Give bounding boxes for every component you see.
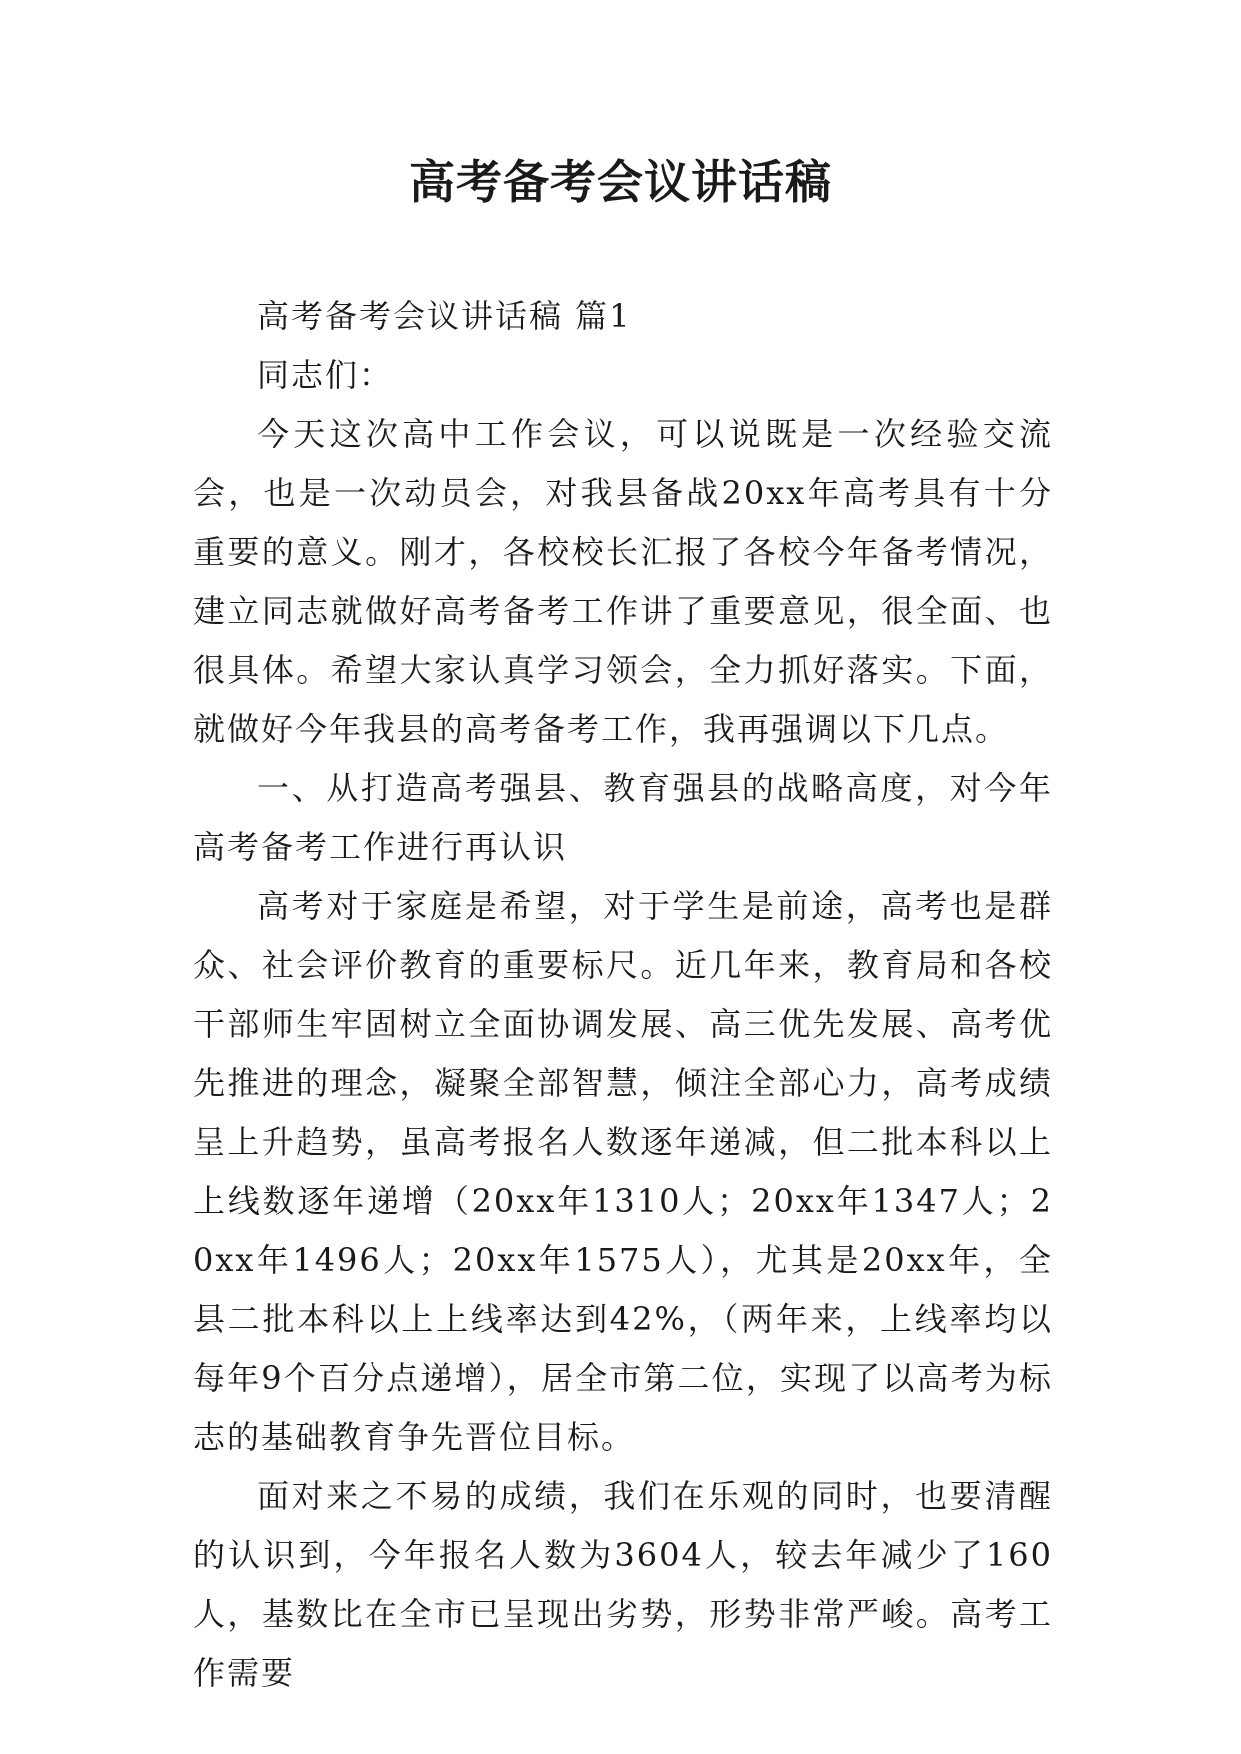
- paragraph-intro: 今天这次高中工作会议，可以说既是一次经验交流会，也是一次动员会，对我县备战20xx年高考具有十分重要的意义。刚才，各校校长汇报了各校今年备考情况，建立同志就做好高考备考工作讲了重要意见，很全面、也很具体。希望大家认真学习领会，全力抓好落实。下面，就做好今年我县的高考备考工作，我再强调以下几点。: [193, 415, 1053, 748]
- paragraph-achievements: 高考对于家庭是希望，对于学生是前途，高考也是群众、社会评价教育的重要标尺。近几年来，教育局和各校干部师生牢固树立全面协调发展、高三优先发展、高考优先推进的理念，凝聚全部智慧，倾注全部心力，高考成绩呈上升趋势，虽高考报名人数逐年递减，但二批本科以上上线数逐年递增（20xx年1310人；20xx年1347人；20xx年1496人；20xx年1575人），尤其是20xx年，全县二批本科以上上线率达到42%，（两年来，上线率均以每年9个百分点递增），居全市第二位，实现了以高考为标志的基础教育争先晋位目标。: [193, 887, 1053, 1456]
- document-title: 高考备考会议讲话稿: [409, 155, 832, 209]
- paragraph-challenges: 面对来之不易的成绩，我们在乐观的同时，也要清醒的认识到，今年报名人数为3604人，较去年减少了160人，基数比在全市已呈现出劣势，形势非常严峻。高考工作需要: [193, 1477, 1053, 1692]
- paragraph-point-one-heading: 一、从打造高考强县、教育强县的战略高度，对今年高考备考工作进行再认识: [193, 769, 1053, 866]
- document-body: [193, 287, 1053, 1703]
- section-heading: 高考备考会议讲话稿 篇1: [257, 297, 632, 335]
- salutation: 同志们：: [257, 356, 394, 394]
